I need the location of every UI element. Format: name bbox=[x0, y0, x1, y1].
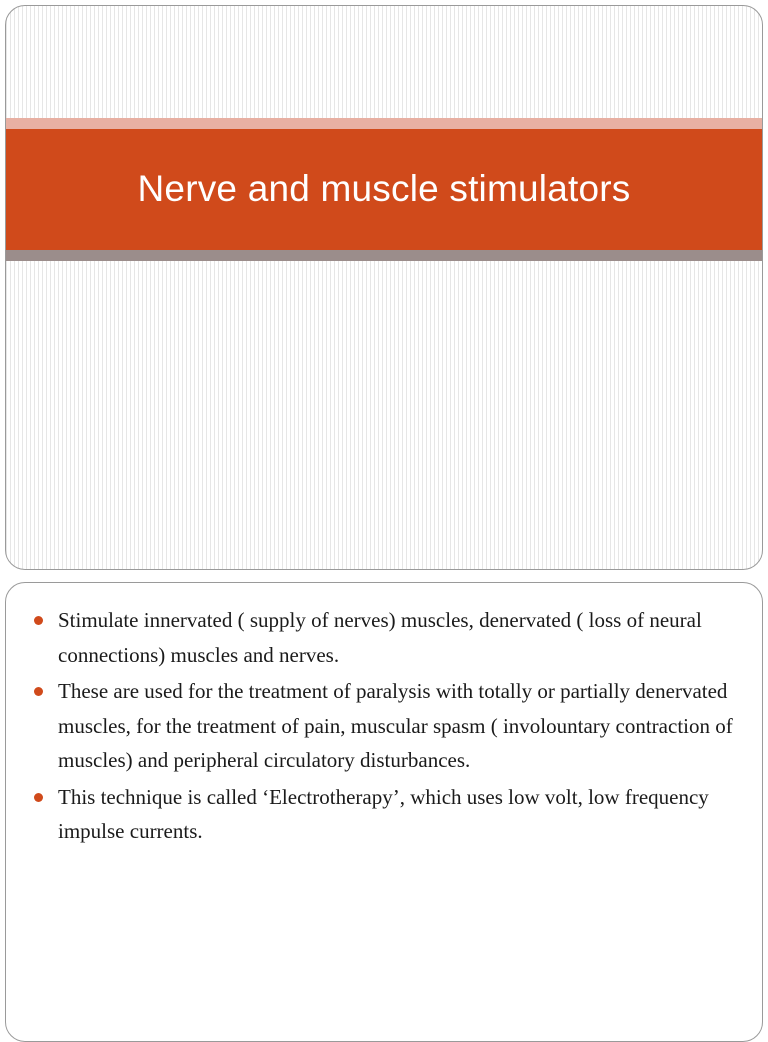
title-band-top-stripe bbox=[6, 118, 762, 129]
bullet-dot-icon bbox=[34, 687, 43, 696]
content-slide bbox=[5, 582, 763, 1042]
title-band bbox=[6, 129, 762, 250]
slide-title: Nerve and muscle stimulators bbox=[137, 167, 631, 209]
bullet-item bbox=[34, 674, 740, 778]
title-slide bbox=[5, 5, 763, 570]
bullet-text: Stimulate innervated ( supply of nerves) muscles, denervated ( loss of neural connections) muscles and nerves. bbox=[58, 608, 702, 667]
bullet-list bbox=[34, 603, 740, 851]
title-band-bottom-stripe bbox=[6, 250, 762, 261]
bullet-dot-icon bbox=[34, 793, 43, 802]
bullet-text: These are used for the treatment of paralysis with totally or partially denervated muscles, for the treatment of pain, muscular spasm ( involountary contraction of muscles) and peripheral circulatory disturbances. bbox=[58, 679, 733, 772]
bullet-dot-icon bbox=[34, 616, 43, 625]
bullet-text: This technique is called ‘Electrotherapy’, which uses low volt, low frequency impulse currents. bbox=[58, 784, 709, 843]
bullet-item bbox=[34, 603, 740, 672]
bullet-item bbox=[34, 780, 740, 849]
